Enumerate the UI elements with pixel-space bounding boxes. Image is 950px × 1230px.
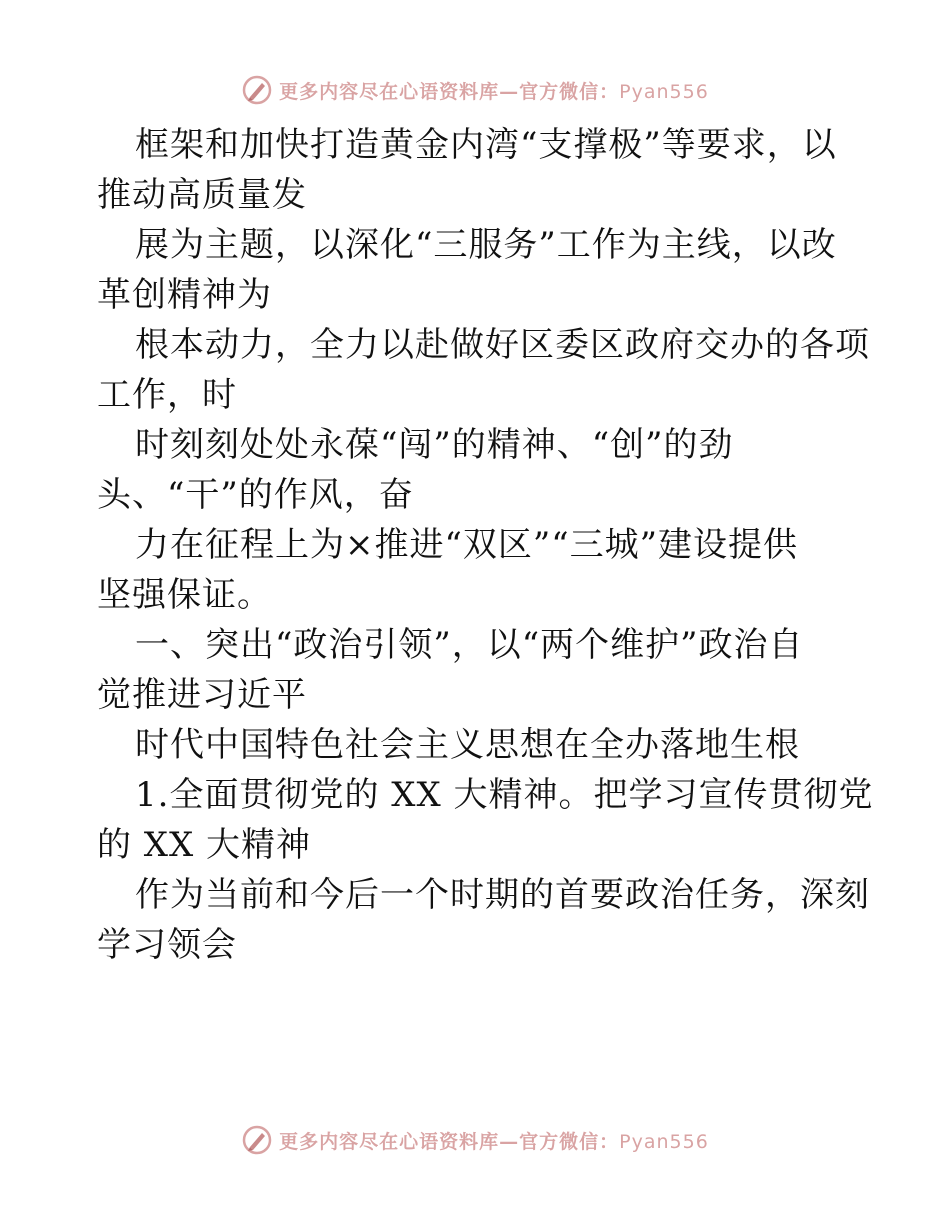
paragraph-line: 革创精神为: [97, 275, 272, 315]
paragraph-line: 展为主题，以深化“三服务”工作为主线，以改: [135, 225, 837, 265]
paragraph-line: 时刻刻处处永葆“闯”的精神、“创”的劲: [135, 425, 734, 465]
paragraph-line: 1.全面贯彻党的 XX 大精神。把学习宣传贯彻党: [135, 775, 874, 815]
header-watermark-inner: [241, 74, 709, 106]
paragraph-line: 框架和加快打造黄金内湾“支撑极”等要求，以: [135, 125, 837, 165]
paragraph-line: 推动高质量发: [97, 175, 307, 215]
paragraph-line: 的 XX 大精神: [97, 825, 312, 865]
document-body: [97, 120, 874, 970]
pen-logo-icon: [241, 74, 273, 106]
paragraph-line: 根本动力，全力以赴做好区委区政府交办的各项: [135, 325, 870, 365]
footer-watermark: [0, 1120, 950, 1160]
paragraph-line: 作为当前和今后一个时期的首要政治任务，深刻: [135, 875, 870, 915]
paragraph-line: 一、突出“政治引领”，以“两个维护”政治自: [135, 625, 804, 665]
footer-watermark-label: 更多内容尽在心语资料库—官方微信：: [279, 1130, 620, 1153]
footer-watermark-text: [279, 1127, 709, 1154]
paragraph-line: 工作，时: [97, 375, 237, 415]
header-watermark-id: Pyan556: [619, 80, 709, 103]
footer-watermark-inner: [241, 1124, 709, 1156]
paragraph-line: 时代中国特色社会主义思想在全办落地生根: [135, 725, 800, 765]
paragraph-line: 学习领会: [97, 925, 237, 965]
paragraph-line: 头、“干”的作风，奋: [97, 475, 414, 515]
header-watermark: [0, 70, 950, 110]
header-watermark-text: [279, 77, 709, 104]
footer-watermark-id: Pyan556: [619, 1130, 709, 1153]
header-watermark-label: 更多内容尽在心语资料库—官方微信：: [279, 80, 620, 103]
pen-logo-icon: [241, 1124, 273, 1156]
paragraph-line: 觉推进习近平: [97, 675, 307, 715]
paragraph-line: 力在征程上为×推进“双区”“三城”建设提供: [135, 525, 799, 565]
paragraph-line: 坚强保证。: [97, 575, 272, 615]
